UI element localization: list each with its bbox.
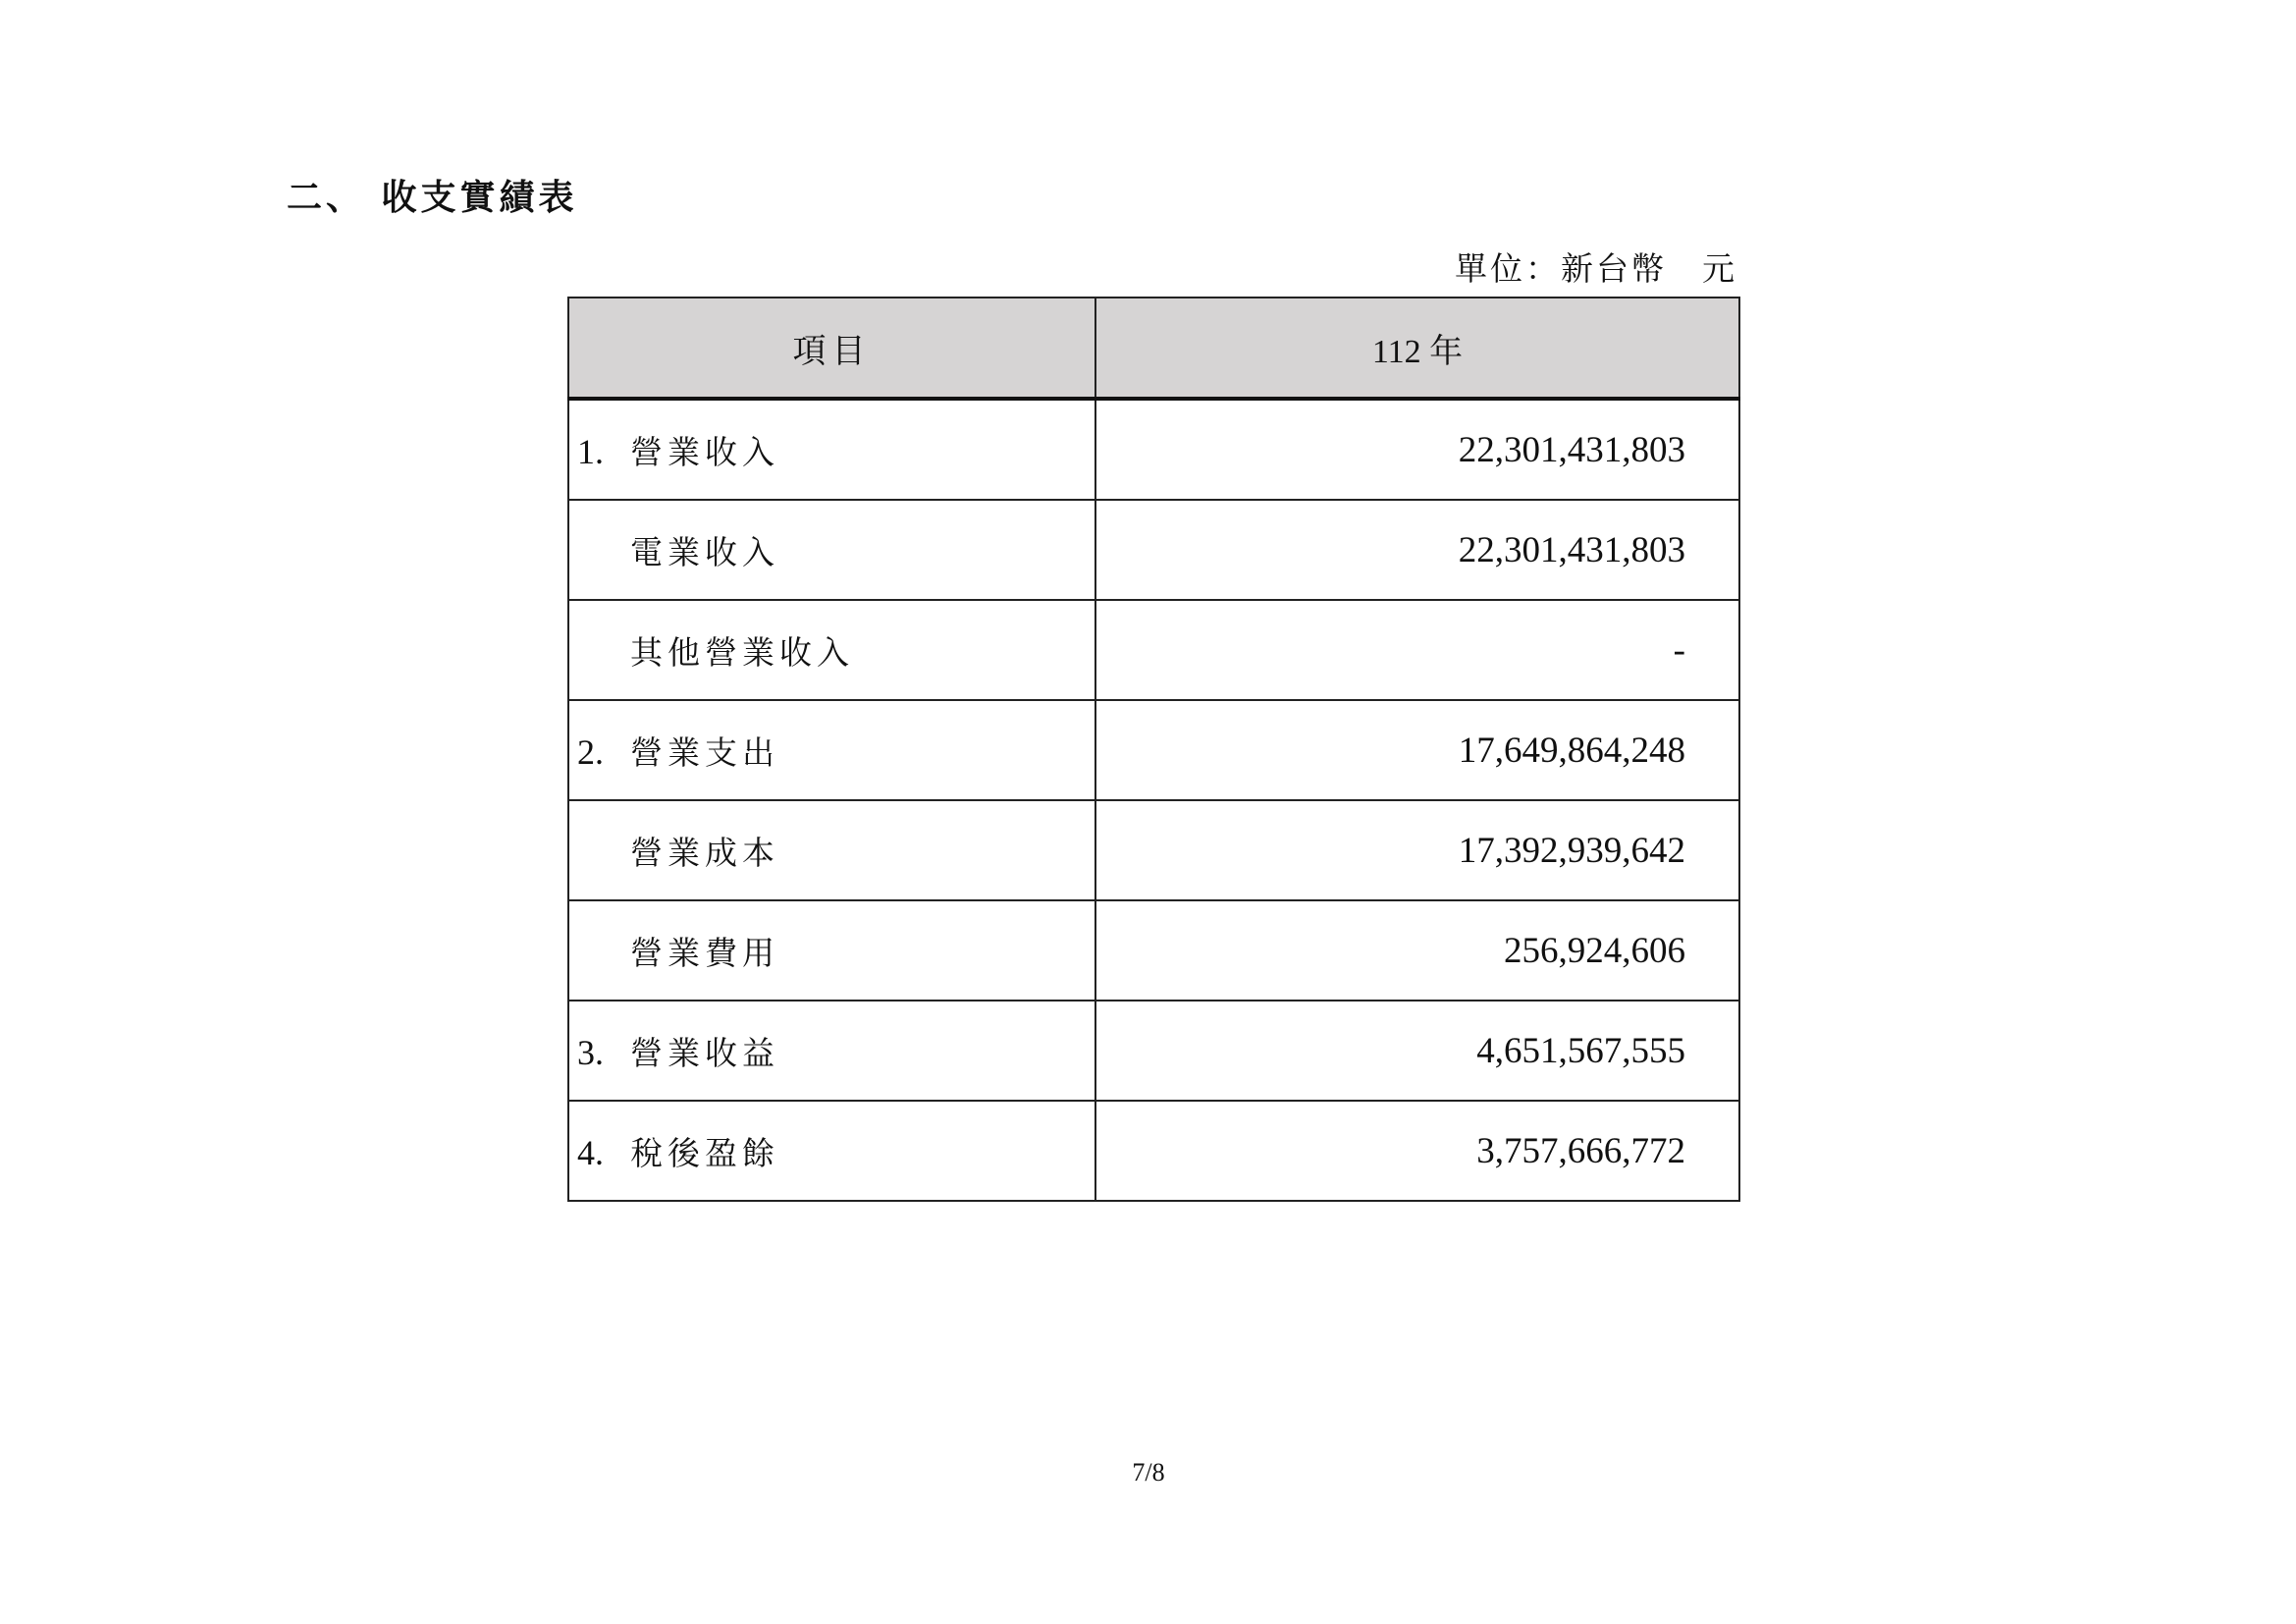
table-row bbox=[568, 1001, 1739, 1101]
row-label: 營業支出 bbox=[630, 732, 779, 772]
row-value: 22,301,431,803 bbox=[1095, 500, 1739, 600]
row-value: 17,649,864,248 bbox=[1095, 700, 1739, 800]
table-row bbox=[568, 500, 1739, 600]
row-item-cell bbox=[568, 1101, 1095, 1201]
row-item-cell bbox=[568, 399, 1095, 500]
section-title: 二、 收支實績表 bbox=[287, 178, 578, 218]
row-value: 4,651,567,555 bbox=[1095, 1001, 1739, 1101]
row-item-cell bbox=[568, 500, 1095, 600]
row-value: 256,924,606 bbox=[1095, 900, 1739, 1001]
row-label: 營業收益 bbox=[630, 1033, 779, 1072]
table-row bbox=[568, 1101, 1739, 1201]
row-label: 營業成本 bbox=[630, 833, 779, 872]
row-label: 電業收入 bbox=[630, 532, 779, 571]
table-header bbox=[568, 298, 1739, 399]
row-value: 3,757,666,772 bbox=[1095, 1101, 1739, 1201]
column-header-year: 112 年 bbox=[1095, 298, 1739, 399]
income-expense-table bbox=[567, 297, 1740, 1202]
table-row bbox=[568, 700, 1739, 800]
page-number: 7/8 bbox=[1132, 1458, 1165, 1487]
table-row bbox=[568, 600, 1739, 700]
table-row bbox=[568, 900, 1739, 1001]
row-item-cell bbox=[568, 800, 1095, 900]
header-row bbox=[568, 298, 1739, 399]
row-number: 2. bbox=[577, 731, 604, 772]
row-number: 4. bbox=[577, 1132, 604, 1172]
row-value: 22,301,431,803 bbox=[1095, 399, 1739, 500]
row-item-cell bbox=[568, 700, 1095, 800]
row-value: - bbox=[1095, 600, 1739, 700]
row-label: 稅後盈餘 bbox=[630, 1133, 779, 1172]
column-header-item: 項目 bbox=[568, 298, 1095, 399]
row-item-cell bbox=[568, 600, 1095, 700]
row-item-cell bbox=[568, 1001, 1095, 1101]
row-label: 其他營業收入 bbox=[630, 632, 854, 672]
table-body bbox=[568, 399, 1739, 1201]
unit-label: 單位：新台幣 元 bbox=[1455, 249, 1737, 288]
table-row bbox=[568, 800, 1739, 900]
row-item-cell bbox=[568, 900, 1095, 1001]
row-value: 17,392,939,642 bbox=[1095, 800, 1739, 900]
row-label: 營業收入 bbox=[630, 432, 779, 471]
table-row bbox=[568, 399, 1739, 500]
row-number: 1. bbox=[577, 431, 604, 471]
row-number: 3. bbox=[577, 1032, 604, 1072]
row-label: 營業費用 bbox=[630, 933, 779, 972]
